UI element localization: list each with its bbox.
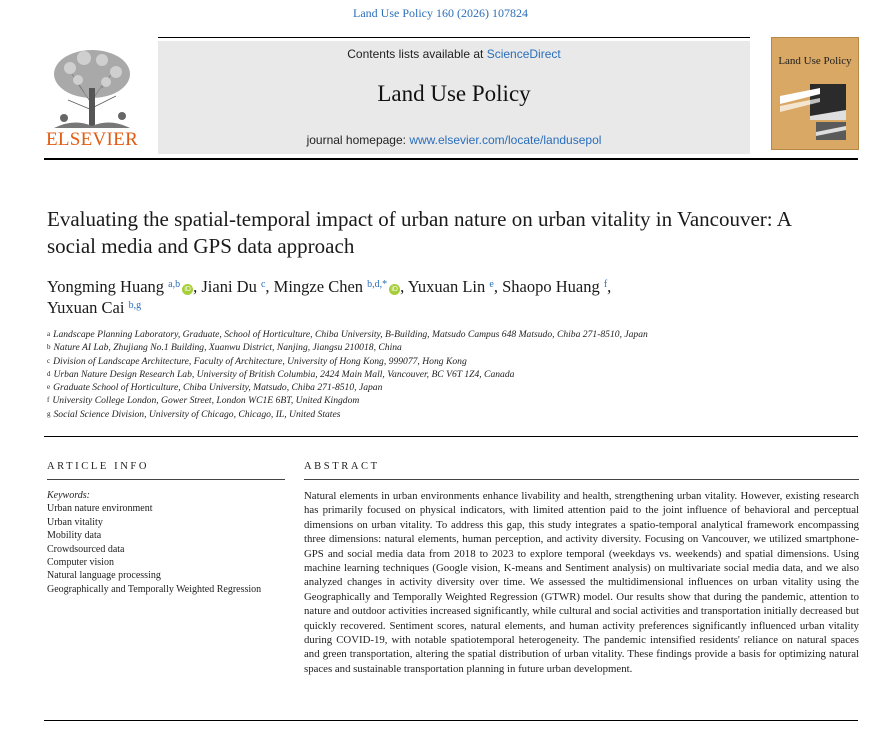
author-list <box>47 276 847 318</box>
journal-homepage-line <box>158 133 750 147</box>
author-name[interactable]: Shaopo Huang <box>502 277 600 296</box>
journal-citation[interactable]: Land Use Policy 160 (2026) 107824 <box>353 6 528 20</box>
affiliation-item: $^d$ Urban Nature Design Research Lab, University of British Columbia, 2424 Main Mall, Vancouver, BC V6T 1Z4, Canada <box>47 368 515 380</box>
keyword-item: Computer vision <box>47 557 114 569</box>
article-info-heading: ARTICLE INFO <box>47 461 150 472</box>
homepage-prefix: journal homepage: <box>306 133 406 147</box>
author-item: Yongming Huang $^{a,b}$ iD , <box>47 277 202 296</box>
author-affil-sup[interactable]: f <box>603 279 608 290</box>
orcid-icon[interactable]: iD <box>389 284 400 295</box>
author-affil-sup[interactable]: c <box>260 279 266 290</box>
affiliation-item: $^g$ Social Science Division, University of Chicago, Chicago, IL, United States <box>47 408 341 420</box>
journal-cover-image <box>780 82 850 142</box>
author-item: Yuxuan Lin $^e$, <box>407 277 503 296</box>
author-name[interactable]: Jiani Du <box>201 277 257 296</box>
author-name[interactable]: Yuxuan Cai <box>47 298 125 317</box>
affiliation-item: $^c$ Division of Landscape Architecture, Faculty of Architecture, University of Hong Kong, 999077, Hong Kong <box>47 355 467 367</box>
orcid-icon[interactable]: iD <box>182 284 193 295</box>
affiliation-item: $^f$ University College London, Gower Street, London WC1E 6BT, United Kingdom <box>47 395 360 407</box>
elsevier-wordmark[interactable]: ELSEVIER <box>45 129 139 150</box>
keyword-item: Geographically and Temporally Weighted Regression <box>47 583 262 595</box>
abstract-rule <box>304 479 859 480</box>
contents-line <box>158 47 750 61</box>
article-title: Evaluating the spatial-temporal impact of urban nature on urban vitality in Vancouver: A social media and GPS data approach <box>47 207 791 258</box>
author-affil-sup[interactable]: b,d,* <box>367 279 388 290</box>
author-affil-sup[interactable]: a,b <box>168 279 181 290</box>
author-item: Shaopo Huang $^f$, <box>502 277 612 296</box>
keyword-item: Urban vitality <box>47 516 103 528</box>
abstract-heading: ABSTRACT <box>304 461 380 472</box>
author-affil-sup[interactable]: e <box>489 279 494 290</box>
author-item: Jiani Du $^c$, <box>201 277 274 296</box>
keyword-item: Urban nature environment <box>47 503 153 515</box>
keywords-label: Keywords: <box>47 490 90 501</box>
keyword-item: Mobility data <box>47 530 102 542</box>
sciencedirect-link[interactable]: ScienceDirect <box>486 47 561 61</box>
author-item: Mingze Chen $^{b,d,*}$ iD , <box>273 277 408 296</box>
journal-cover-title: Land Use Policy <box>778 55 852 67</box>
keyword-item: Crowdsourced data <box>47 543 125 555</box>
author-name[interactable]: Yuxuan Lin <box>407 277 486 296</box>
affiliations-rule <box>44 436 858 437</box>
affiliation-list <box>47 328 847 421</box>
journal-homepage-link[interactable]: www.elsevier.com/locate/landusepol <box>409 133 602 147</box>
affiliation-item: $^b$ Nature AI Lab, Zhujiang No.1 Building, Xuanwu District, Nanjing, Jiangsu 210018, China <box>47 342 402 354</box>
journal-title: Land Use Policy <box>377 81 531 106</box>
author-item <box>47 298 141 317</box>
keywords-block <box>47 489 287 596</box>
keyword-item: Natural language processing <box>47 570 161 582</box>
author-name[interactable]: Yongming Huang <box>47 277 165 296</box>
author-name[interactable]: Mingze Chen <box>273 277 364 296</box>
abstract-text: Natural elements in urban environments enhance livability and health, strengthening urban vitality. However, existing research has primarily focused on physical indicators, with limited attention paid to the joint influence of behavioral and perceptual dimensions on urban vitality. To address this gap, this study integrates a spatio-temporal analytical framework encompassing three dimensions: natural elements, human perception, and activity diversity. Focusing on Vancouver, we utilized smartphone-GPS and social media data from 2018 to 2023 to explore temporal (weekdays vs. weekends) and spatial dimensions. Using machine learning techniques (Google vision, K-means and Sentiment analysis) on multivariate social media data, and we also analyzed changes in activity diversity over time. We assessed the multidimensional influences on urban vitality using the Geographically and Temporally Weighted Regression (GTWR) model. Our results show that during the pandemic, attention to nature and outdoor activities increased significantly, while cultural and social activities and transportation initially decreased but quickly recovered. Sentiment scores, natural elements, and human activity preferences significantly influenced urban vitality during COVID-19, with notable spatiotemporal heterogeneity. The pandemic intensified residents' reliance on natural spaces and green transportation, altering the spatial distribution of urban vitality. These findings provide a basis for optimizing natural spaces and sustainable transportation planning in future urban development. <box>304 490 859 675</box>
header-bottom-rule <box>44 158 858 160</box>
affiliation-item: $^e$ Graduate School of Horticulture, Chiba University, Matsudo, Chiba 271-8510, Japan <box>47 382 383 394</box>
contents-prefix: Contents lists available at <box>347 47 484 61</box>
affiliation-item: $^a$ Landscape Planning Laboratory, Graduate, School of Horticulture, Chiba University, B-Building, Matsudo Campus 648 Matsudo, Chiba 271-8510, Japan <box>47 329 648 340</box>
bottom-rule <box>44 720 858 721</box>
header-top-rule <box>158 37 750 38</box>
author-affil-sup[interactable]: b,g <box>128 300 142 311</box>
article-info-rule <box>47 479 285 480</box>
